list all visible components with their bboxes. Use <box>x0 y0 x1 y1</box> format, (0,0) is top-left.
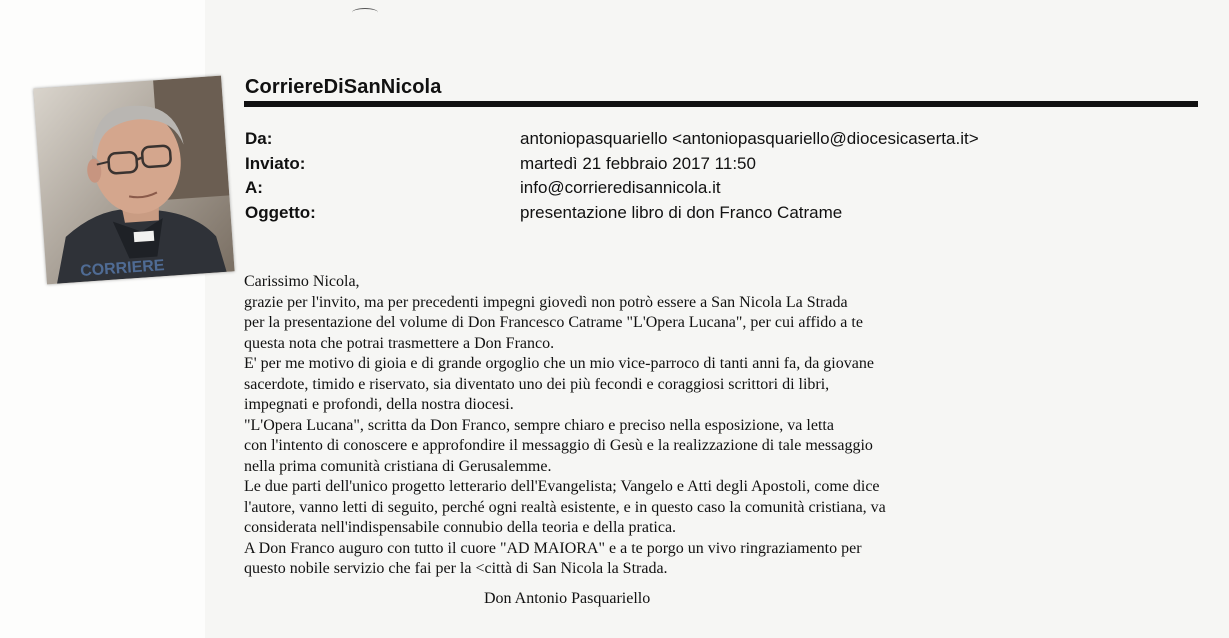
signature: Don Antonio Pasquariello <box>484 590 651 607</box>
header-value: antoniopasquariello <antoniopasquariello@diocesicaserta.it> <box>520 129 979 148</box>
body-line: questa nota che potrai trasmettere a Don Franco. <box>244 334 555 352</box>
letter-body <box>244 272 1004 580</box>
body-line: considerata nell'indispensabile connubio della teoria e della pratica. <box>244 519 677 536</box>
body-line: per la presentazione del volume di Don Francesco Catrame "L'Opera Lucana", per cui affido a te <box>244 314 863 331</box>
header-value: presentazione libro di don Franco Catrame <box>520 202 843 222</box>
body-line: Le due parti dell'unico progetto letterario dell'Evangelista; Vangelo e Atti degli Apostoli, come dice <box>244 478 880 495</box>
author-photo <box>33 76 234 285</box>
scan-mark <box>352 8 378 17</box>
body-line: Carissimo Nicola, <box>244 273 360 290</box>
header-value: info@corrieredisannicola.it <box>520 178 721 197</box>
body-line: l'autore, vanno letti di seguito, perché ogni realtà esistente, e in questo caso la comunità cristiana, va <box>244 498 886 516</box>
header-subject <box>245 201 979 226</box>
body-line: "L'Opera Lucana", scritta da Don Franco, sempre chiaro e preciso nella esposizione, va letta <box>244 416 834 434</box>
photo-watermark: CORRIERE <box>79 257 166 280</box>
header-sent <box>245 152 979 177</box>
body-line: sacerdote, timido e riservato, sia diventato uno dei più fecondi e coraggiosi scrittori di libri, <box>244 375 830 393</box>
body-line: nella prima comunità cristiana di Gerusalemme. <box>244 457 552 475</box>
header-label: Da: <box>245 129 273 148</box>
body-line: con l'intento di conoscere e approfondire il messaggio di Gesù e la realizzazione di tale messaggio <box>244 437 873 454</box>
header-to <box>245 176 979 201</box>
body-line: E' per me motivo di gioia e di grande orgoglio che un mio vice-parroco di tanti anni fa, da giovane <box>244 355 874 372</box>
header-label: A: <box>245 178 263 197</box>
header-label: Inviato: <box>245 153 306 173</box>
email-headers <box>245 127 979 225</box>
body-line: questo nobile servizio che fai per la <città di San Nicola la Strada. <box>244 560 668 577</box>
body-line: grazie per l'invito, ma per precedenti impegni giovedì non potrò essere a San Nicola La Strada <box>244 293 848 311</box>
header-value: martedì 21 febbraio 2017 11:50 <box>520 153 756 173</box>
body-line: A Don Franco auguro con tutto il cuore "AD MAIORA" e a te porgo un vivo ringraziamento per <box>244 539 862 557</box>
header-rule <box>244 101 1198 107</box>
header-from <box>245 127 979 152</box>
portrait-illustration <box>33 76 234 285</box>
header-label: Oggetto: <box>245 202 316 222</box>
body-line: impegnati e profondi, della nostra diocesi. <box>244 396 514 413</box>
masthead: CorriereDiSanNicola <box>245 76 442 98</box>
